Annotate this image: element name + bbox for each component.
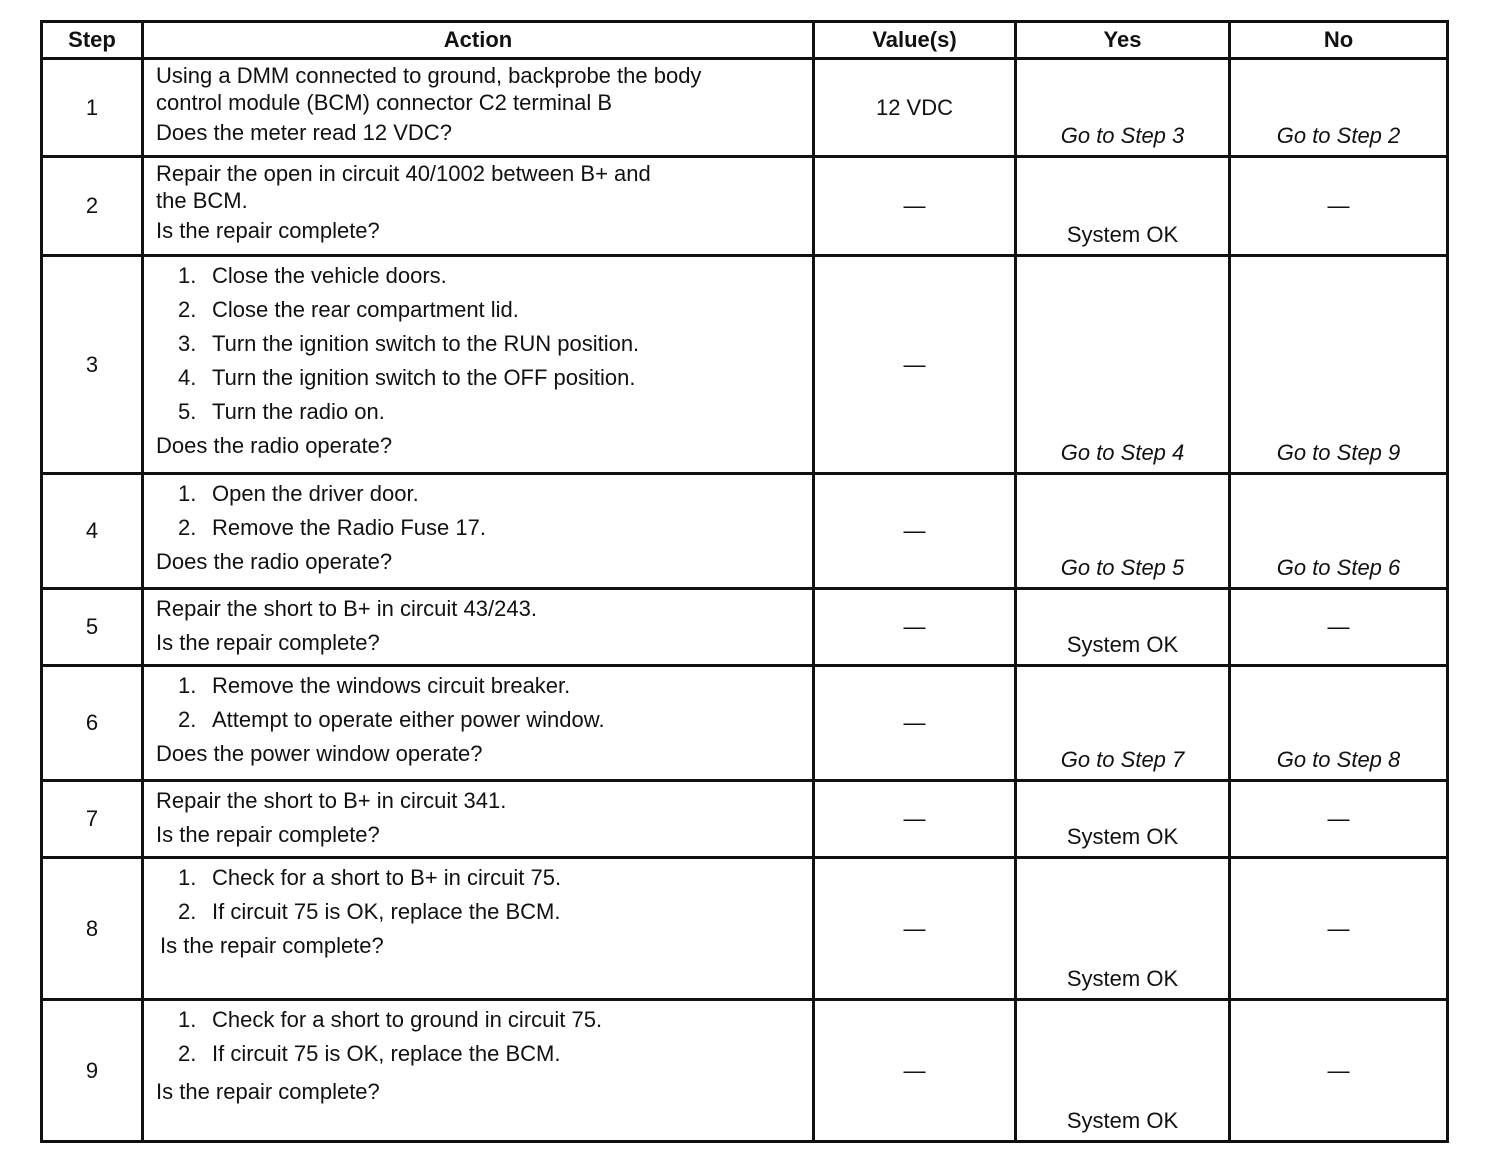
list-item xyxy=(156,669,802,703)
table-row xyxy=(42,59,1448,157)
no-cell: — xyxy=(1230,858,1448,1000)
action-question: Is the repair complete? xyxy=(160,933,384,958)
action-cell xyxy=(143,589,814,666)
list-text: Turn the ignition switch to the RUN position. xyxy=(212,331,640,356)
list-number: 1. xyxy=(178,865,197,890)
list-text: Close the rear compartment lid. xyxy=(212,297,519,322)
list-number: 1. xyxy=(178,481,197,506)
yes-cell: Go to Step 4 xyxy=(1016,256,1230,474)
list-text: Turn the radio on. xyxy=(212,399,385,424)
action-question: Does the radio operate? xyxy=(156,433,393,458)
header-values: Value(s) xyxy=(814,22,1016,59)
no-cell: — xyxy=(1230,157,1448,256)
table-row xyxy=(42,1000,1448,1142)
list-number: 5. xyxy=(178,399,197,424)
step-number: 5 xyxy=(42,589,143,666)
action-question: Is the repair complete? xyxy=(156,1079,380,1104)
value-cell: — xyxy=(814,157,1016,256)
action-cell xyxy=(143,1000,814,1142)
action-text: Using a DMM connected to ground, backprobe the body xyxy=(156,63,702,88)
value-cell: — xyxy=(814,781,1016,858)
table-row xyxy=(42,666,1448,781)
action-text: Repair the open in circuit 40/1002 between B+ and xyxy=(156,161,651,186)
yes-cell: System OK xyxy=(1016,781,1230,858)
yes-cell: Go to Step 7 xyxy=(1016,666,1230,781)
step-number: 9 xyxy=(42,1000,143,1142)
list-item xyxy=(156,861,802,895)
list-text: Check for a short to B+ in circuit 75. xyxy=(212,865,562,890)
list-number: 1. xyxy=(178,673,197,698)
action-question: Does the power window operate? xyxy=(156,741,483,766)
list-item xyxy=(156,293,802,327)
list-number: 1. xyxy=(178,263,197,288)
list-number: 2. xyxy=(178,515,197,540)
header-no: No xyxy=(1230,22,1448,59)
value-cell: — xyxy=(814,1000,1016,1142)
list-item xyxy=(156,477,802,511)
table-row xyxy=(42,256,1448,474)
action-cell xyxy=(143,666,814,781)
yes-cell: System OK xyxy=(1016,858,1230,1000)
step-number: 6 xyxy=(42,666,143,781)
action-cell xyxy=(143,474,814,589)
action-cell xyxy=(143,256,814,474)
step-number: 1 xyxy=(42,59,143,157)
action-cell xyxy=(143,157,814,256)
no-cell: Go to Step 9 xyxy=(1230,256,1448,474)
list-item xyxy=(156,395,802,429)
value-cell: — xyxy=(814,256,1016,474)
list-number: 2. xyxy=(178,297,197,322)
no-cell: — xyxy=(1230,589,1448,666)
list-item xyxy=(156,1003,802,1037)
action-cell xyxy=(143,781,814,858)
step-number: 3 xyxy=(42,256,143,474)
step-number: 4 xyxy=(42,474,143,589)
header-yes: Yes xyxy=(1016,22,1230,59)
value-cell: — xyxy=(814,474,1016,589)
list-text: Remove the Radio Fuse 17. xyxy=(212,515,486,540)
action-question: Does the radio operate? xyxy=(156,549,393,574)
list-number: 4. xyxy=(178,365,197,390)
yes-cell: System OK xyxy=(1016,589,1230,666)
action-question: Is the repair complete? xyxy=(156,218,380,243)
list-text: Remove the windows circuit breaker. xyxy=(212,673,571,698)
step-number: 7 xyxy=(42,781,143,858)
action-cell xyxy=(143,858,814,1000)
action-text: Repair the short to B+ in circuit 341. xyxy=(156,788,507,813)
table-row xyxy=(42,781,1448,858)
value-cell: — xyxy=(814,666,1016,781)
no-cell: Go to Step 6 xyxy=(1230,474,1448,589)
list-number: 2. xyxy=(178,1041,197,1066)
no-cell: — xyxy=(1230,1000,1448,1142)
list-item xyxy=(156,327,802,361)
list-item xyxy=(156,511,802,545)
list-item xyxy=(156,1037,802,1071)
action-text: control module (BCM) connector C2 terminal B xyxy=(156,90,613,115)
action-question: Is the repair complete? xyxy=(156,822,380,847)
list-number: 2. xyxy=(178,899,197,924)
list-item xyxy=(156,361,802,395)
list-text: Check for a short to ground in circuit 75. xyxy=(212,1007,603,1032)
list-number: 2. xyxy=(178,707,197,732)
list-number: 1. xyxy=(178,1007,197,1032)
yes-cell: System OK xyxy=(1016,1000,1230,1142)
action-question: Does the meter read 12 VDC? xyxy=(156,120,452,145)
list-text: Close the vehicle doors. xyxy=(212,263,447,288)
list-text: If circuit 75 is OK, replace the BCM. xyxy=(212,1041,561,1066)
action-cell xyxy=(143,59,814,157)
action-text: Repair the short to B+ in circuit 43/243. xyxy=(156,596,537,621)
table-row xyxy=(42,157,1448,256)
table-row xyxy=(42,474,1448,589)
list-text: If circuit 75 is OK, replace the BCM. xyxy=(212,899,561,924)
header-step: Step xyxy=(42,22,143,59)
list-item xyxy=(156,703,802,737)
action-text: the BCM. xyxy=(156,188,248,213)
list-number: 3. xyxy=(178,331,197,356)
yes-cell: Go to Step 5 xyxy=(1016,474,1230,589)
step-number: 2 xyxy=(42,157,143,256)
yes-cell: System OK xyxy=(1016,157,1230,256)
header-action: Action xyxy=(143,22,814,59)
value-cell: 12 VDC xyxy=(814,59,1016,157)
step-number: 8 xyxy=(42,858,143,1000)
header-row xyxy=(42,22,1448,59)
list-text: Open the driver door. xyxy=(212,481,419,506)
yes-cell: Go to Step 3 xyxy=(1016,59,1230,157)
list-text: Turn the ignition switch to the OFF position. xyxy=(212,365,636,390)
no-cell: Go to Step 2 xyxy=(1230,59,1448,157)
list-text: Attempt to operate either power window. xyxy=(212,707,605,732)
table-row xyxy=(42,858,1448,1000)
value-cell: — xyxy=(814,589,1016,666)
value-cell: — xyxy=(814,858,1016,1000)
no-cell: Go to Step 8 xyxy=(1230,666,1448,781)
action-question: Is the repair complete? xyxy=(156,630,380,655)
list-item xyxy=(156,259,802,293)
diagnostic-table xyxy=(40,20,1449,1143)
no-cell: — xyxy=(1230,781,1448,858)
table-row xyxy=(42,589,1448,666)
list-item xyxy=(156,895,802,929)
